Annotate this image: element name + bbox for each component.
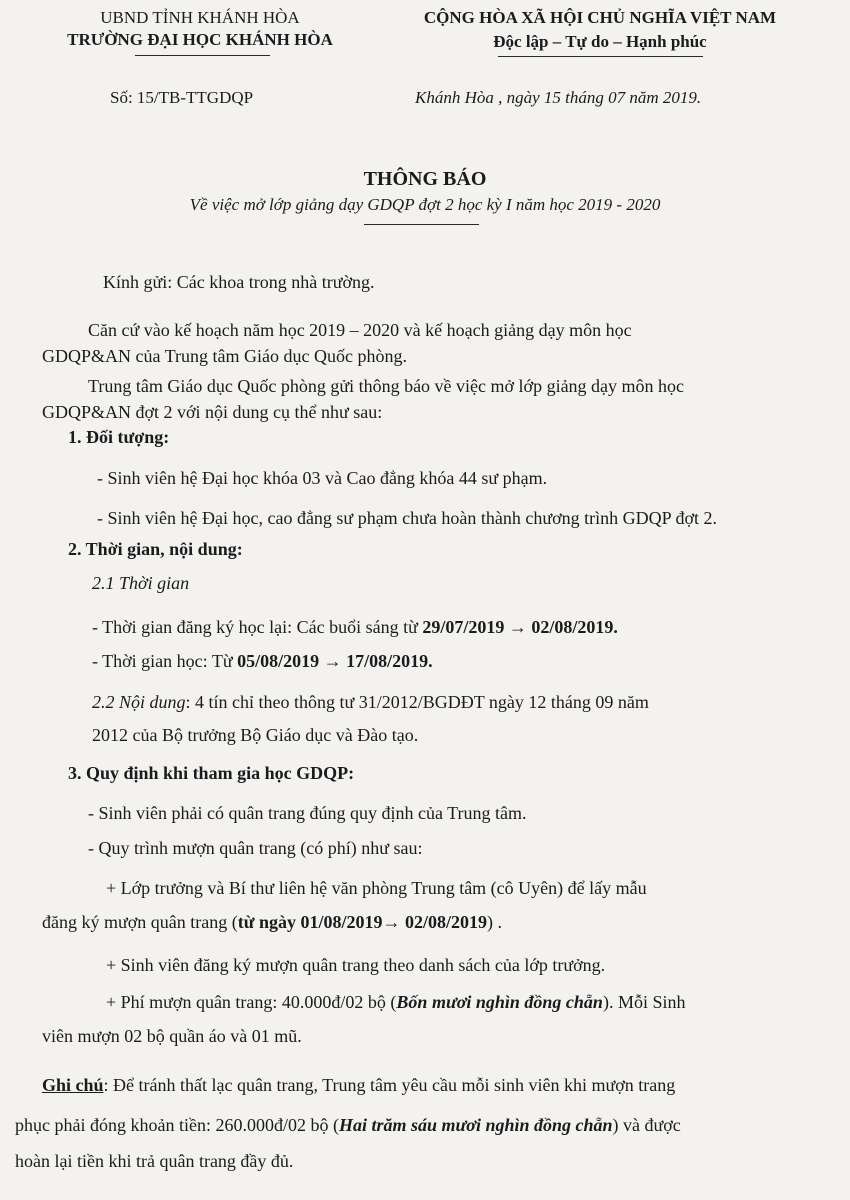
registration-time-text: - Thời gian đăng ký học lại: Các buổi sáng từ — [92, 617, 423, 637]
note-text: : Để tránh thất lạc quân trang, Trung tâm yêu cầu mỗi sinh viên khi mượn trang — [103, 1075, 676, 1095]
fee-text-end: ). Mỗi Sinh — [602, 992, 686, 1012]
registration-time — [92, 617, 618, 638]
fee-text: + Phí mượn quân trang: 40.000đ/02 bộ ( — [106, 992, 397, 1012]
section-2-1-heading: 2.1 Thời gian — [92, 573, 190, 593]
intro-paragraph-2-line-2: GDQP&AN đợt 2 với nội dung cụ thể như sau: — [42, 402, 383, 422]
note-label: Ghi chú — [42, 1075, 104, 1095]
document-title: THÔNG BÁO — [363, 168, 487, 190]
header-motto: Độc lập – Tự do – Hạnh phúc — [493, 32, 707, 51]
section-1-title: 1. Đối tượng: — [68, 427, 170, 447]
note-line-1 — [42, 1075, 675, 1096]
section-2-title: 2. Thời gian, nội dung: — [68, 539, 243, 559]
procedure-step-3-line-1 — [106, 992, 685, 1013]
procedure-step-2: + Sinh viên đăng ký mượn quân trang theo danh sách của lớp trưởng. — [106, 955, 606, 975]
section-3-item-1: - Sinh viên phải có quân trang đúng quy định của Trung tâm. — [88, 803, 527, 823]
fee-in-words: Bốn mươi nghìn đồng chẵn — [396, 992, 603, 1012]
section-3-title: 3. Quy định khi tham gia học GDQP: — [68, 763, 355, 783]
procedure-step-1-text: đăng ký mượn quân trang ( — [42, 912, 238, 932]
greeting: Kính gửi: Các khoa trong nhà trường. — [103, 272, 375, 292]
section-1-item-1: - Sinh viên hệ Đại học khóa 03 và Cao đẳng khóa 44 sư phạm. — [97, 468, 548, 488]
study-time — [92, 651, 433, 672]
header-country: CỘNG HÒA XÃ HỘI CHỦ NGHĨA VIỆT NAM — [423, 8, 777, 27]
section-3-item-2: - Quy trình mượn quân trang (có phí) như sau: — [88, 838, 423, 858]
header-right-underline — [498, 56, 703, 57]
section-2-2-line-2: 2012 của Bộ trưởng Bộ Giáo dục và Đào tạo. — [92, 725, 419, 745]
study-time-dates: 05/08/2019 → 17/08/2019. — [237, 651, 433, 671]
deposit-text-end: ) và được — [612, 1115, 681, 1135]
procedure-step-1-line-2 — [42, 912, 502, 933]
borrow-registration-dates: từ ngày 01/08/2019→ 02/08/2019 — [237, 912, 488, 932]
registration-time-dates: 29/07/2019 → 02/08/2019. — [422, 617, 618, 637]
header-agency: UBND TỈNH KHÁNH HÒA — [100, 8, 300, 27]
note-line-2 — [15, 1115, 681, 1136]
deposit-in-words: Hai trăm sáu mươi nghìn đồng chẵn — [338, 1115, 613, 1135]
document-date: Khánh Hòa , ngày 15 tháng 07 năm 2019. — [415, 88, 702, 107]
header-school: TRƯỜNG ĐẠI HỌC KHÁNH HÒA — [67, 30, 333, 49]
deposit-text: phục phải đóng khoản tiền: 260.000đ/02 bộ ( — [15, 1115, 339, 1135]
document-subtitle: Về việc mở lớp giảng dạy GDQP đợt 2 học kỳ I năm học 2019 - 2020 — [189, 195, 661, 214]
section-2-2-heading: 2.2 Nội dung — [92, 692, 186, 712]
intro-paragraph-1-line-2: GDQP&AN của Trung tâm Giáo dục Quốc phòng. — [42, 346, 407, 366]
procedure-step-3-line-2: viên mượn 02 bộ quần áo và 01 mũ. — [42, 1026, 302, 1046]
procedure-step-1-line-1: + Lớp trưởng và Bí thư liên hệ văn phòng Trung tâm (cô Uyên) để lấy mẫu — [106, 878, 647, 898]
intro-paragraph-1-line-1: Căn cứ vào kế hoạch năm học 2019 – 2020 và kế hoạch giảng dạy môn học — [88, 320, 632, 340]
study-time-text: - Thời gian học: Từ — [92, 651, 238, 671]
document-number: Số: 15/TB-TTGDQP — [110, 88, 254, 107]
intro-paragraph-2-line-1: Trung tâm Giáo dục Quốc phòng gửi thông báo về việc mở lớp giảng dạy môn học — [88, 376, 685, 396]
section-2-2-text: : 4 tín chỉ theo thông tư 31/2012/BGDĐT ngày 12 tháng 09 năm — [185, 692, 649, 712]
note-line-3: hoàn lại tiền khi trả quân trang đầy đủ. — [15, 1151, 294, 1171]
title-underline — [364, 224, 479, 225]
section-2-2-line-1 — [92, 692, 649, 713]
section-1-item-2: - Sinh viên hệ Đại học, cao đẳng sư phạm chưa hoàn thành chương trình GDQP đợt 2. — [97, 508, 718, 528]
procedure-step-1-end: ) . — [487, 912, 503, 932]
header-left-underline — [135, 55, 270, 56]
